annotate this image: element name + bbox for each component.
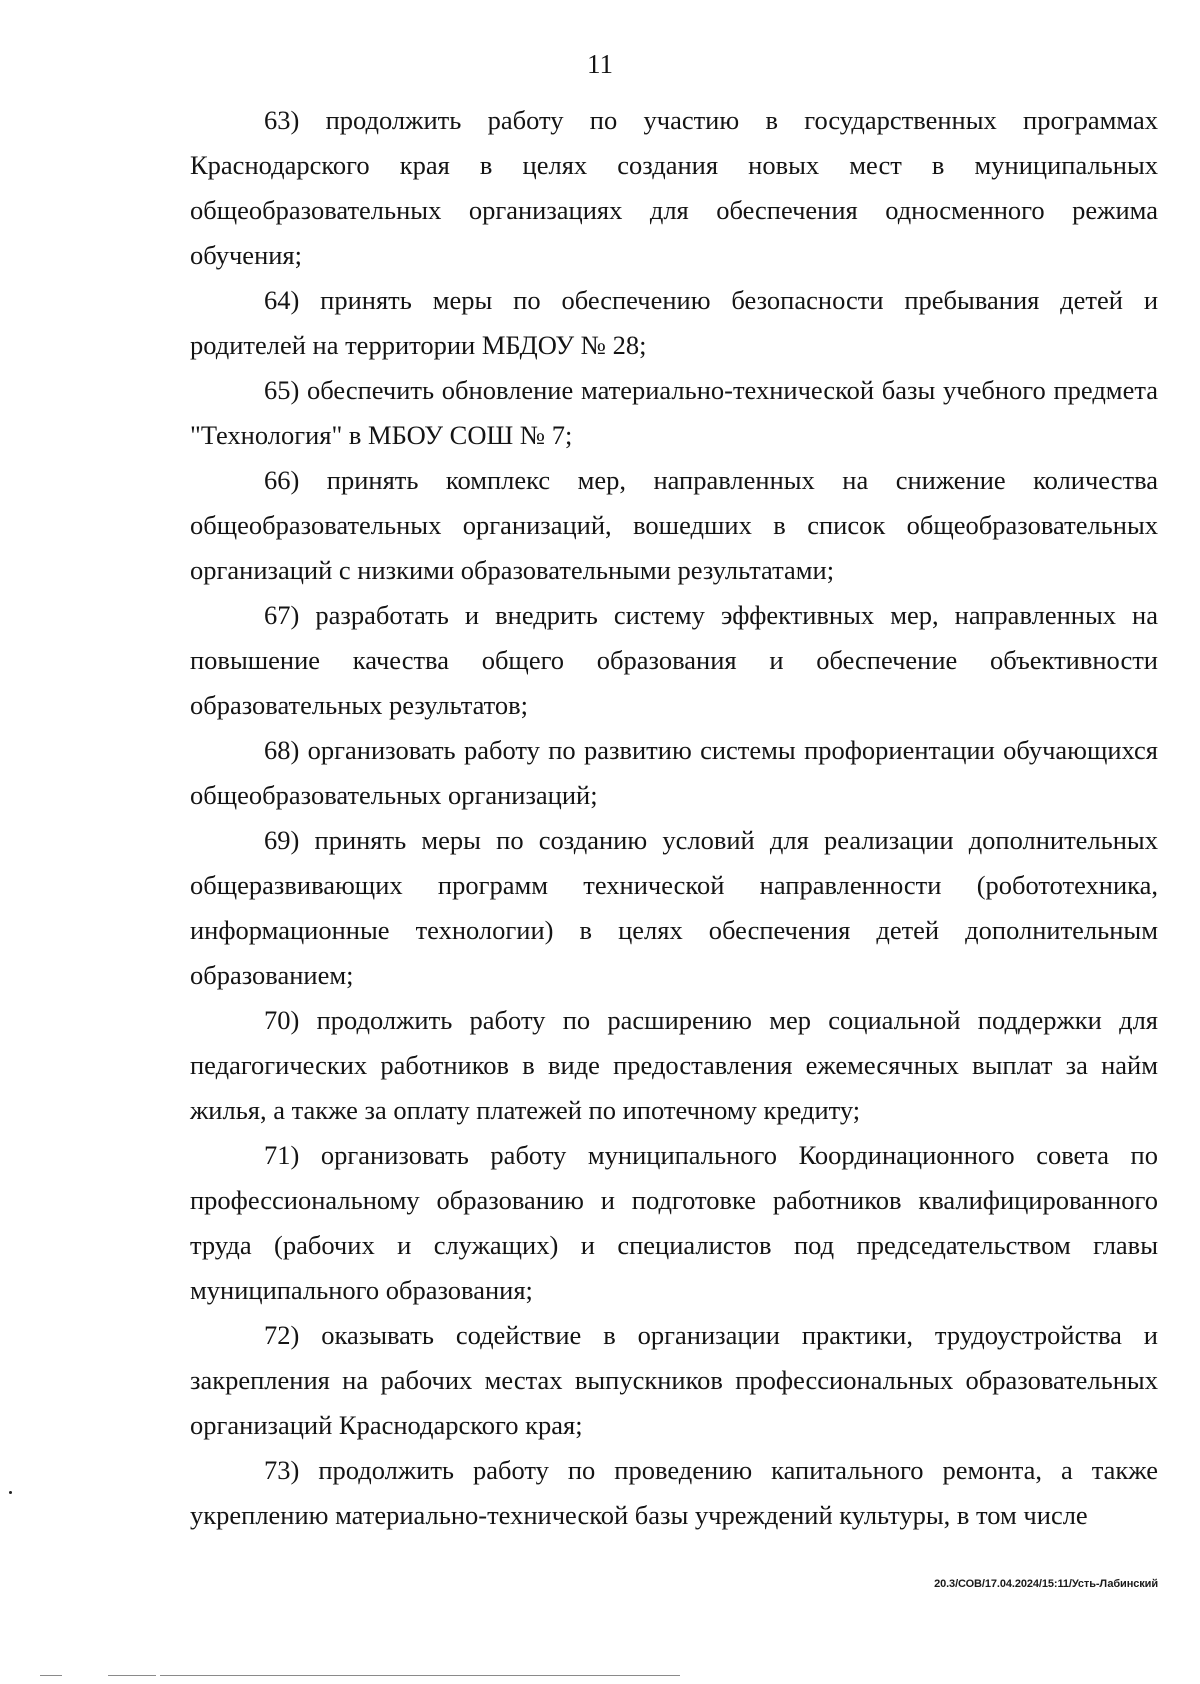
document-registration-code: 20.3/СОВ/17.04.2024/15:11/Усть-Лабинский xyxy=(934,1578,1158,1590)
list-item: 72) оказывать содействие в организации практики, трудоустройства и закрепления на рабочих местах выпускников профессиональных образовательных организаций Краснодарского края; xyxy=(190,1320,1158,1440)
list-item: 66) принять комплекс мер, направленных на снижение количества общеобразовательных организаций, вошедших в список общеобразовательных организаций с низкими образовательными результатами; xyxy=(190,465,1158,585)
list-item: 73) продолжить работу по проведению капитального ремонта, а также укреплению материально-технической базы учреждений культуры, в том числе xyxy=(190,1455,1158,1530)
page-number: 11 xyxy=(587,49,613,79)
list-item: 70) продолжить работу по расширению мер социальной поддержки для педагогических работников в виде предоставления ежемесячных выплат за найм жилья, а также за оплату платежей по ипотечному кредиту; xyxy=(190,1005,1158,1125)
list-item: 68) организовать работу по развитию системы профориентации обучающихся общеобразовательных организаций; xyxy=(190,735,1158,810)
list-item: 67) разработать и внедрить систему эффективных мер, направленных на повышение качества общего образования и обеспечение объективности образовательных результатов; xyxy=(190,600,1158,720)
list-item: 64) принять меры по обеспечению безопасности пребывания детей и родителей на территории МБДОУ № 28; xyxy=(190,285,1158,360)
list-item: 69) принять меры по созданию условий для реализации дополнительных общеразвивающих программ технической направленности (робототехника, информационные технологии) в целях обеспечения детей дополнительным образованием; xyxy=(190,825,1158,990)
scan-artifact-line xyxy=(40,1675,62,1676)
list-item: 63) продолжить работу по участию в государственных программах Краснодарского края в целях создания новых мест в муниципальных общеобразовательных организациях для обеспечения односменного режима обучения; xyxy=(190,105,1158,270)
list-item: 71) организовать работу муниципального Координационного совета по профессиональному образованию и подготовке работников квалифицированного труда (рабочих и служащих) и специалистов под председательством главы муниципального образования; xyxy=(190,1140,1158,1305)
list-item: 65) обеспечить обновление материально-технической базы учебного предмета "Технология" в МБОУ СОШ № 7; xyxy=(190,375,1158,450)
scan-artifact-line xyxy=(160,1675,680,1676)
scan-artifact-line xyxy=(108,1675,156,1676)
scan-artifact-dot xyxy=(9,1491,12,1494)
document-body xyxy=(190,98,1158,1538)
